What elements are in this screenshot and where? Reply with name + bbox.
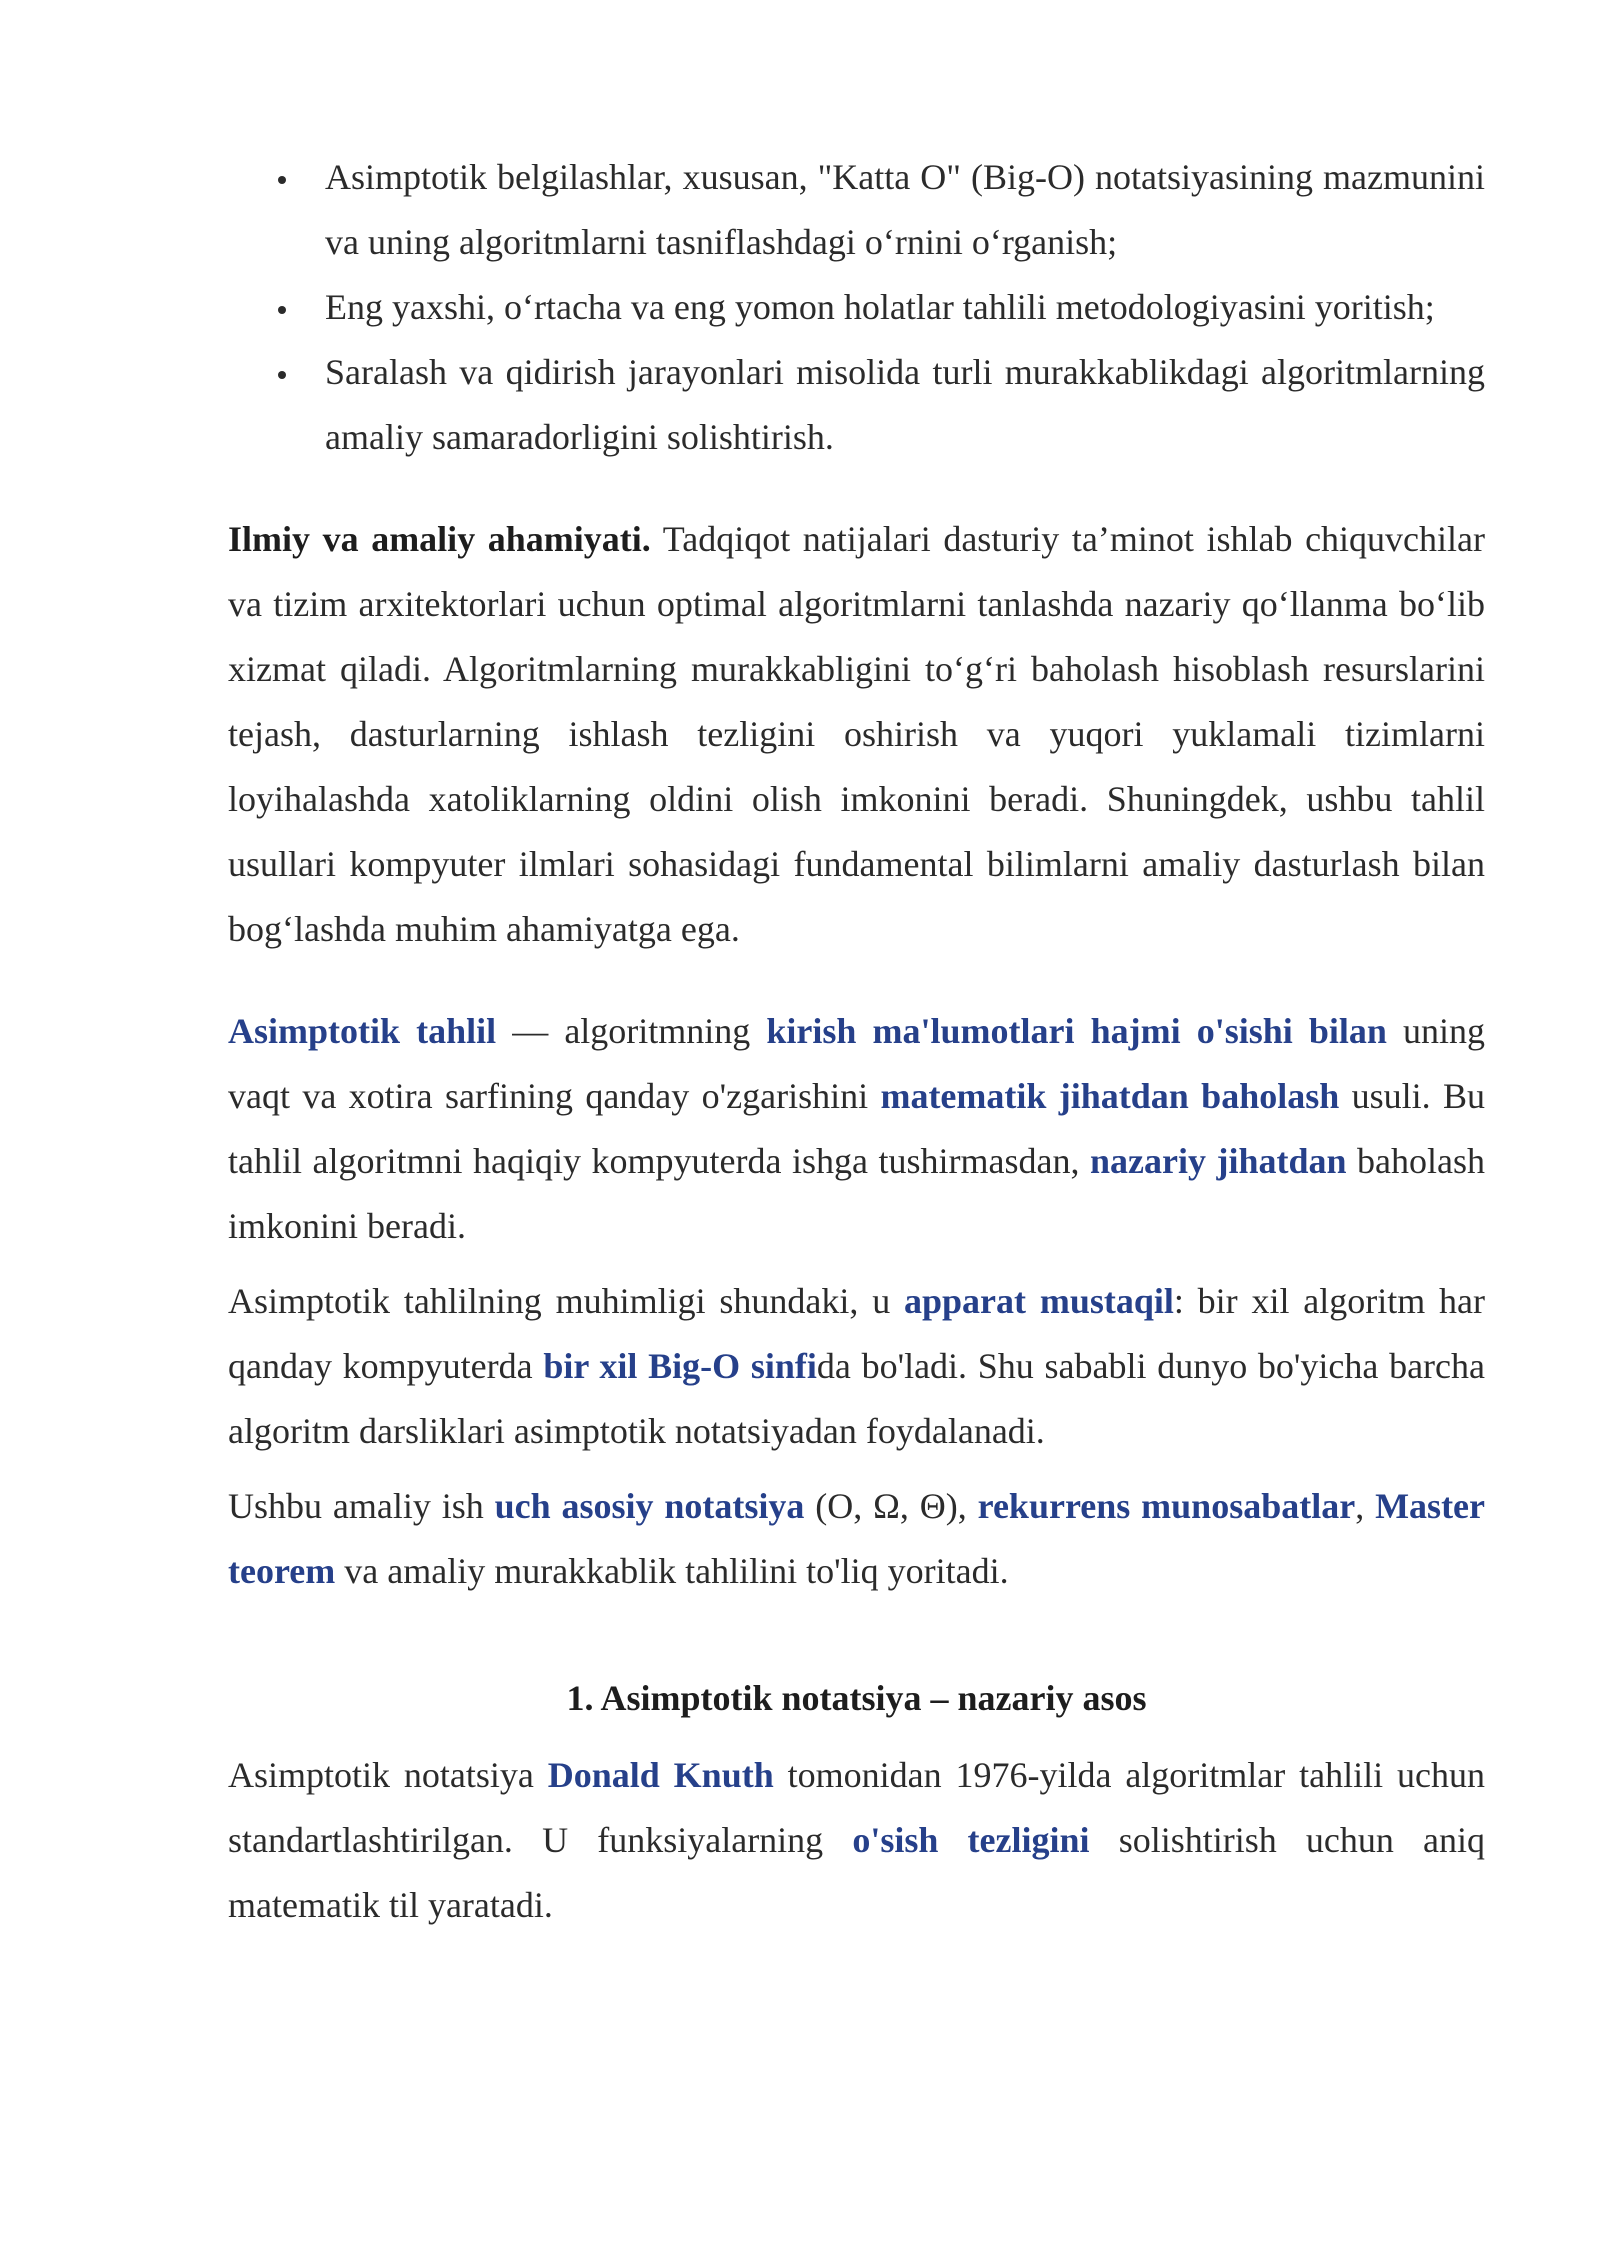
paragraph-text: da bo'ladi. Shu sababli dunyo bo'yicha barcha algoritm darsliklari asimptotik notatsiyadan foydalanadi.	[228, 1346, 1486, 1451]
list-item	[228, 145, 1485, 275]
term-highlight: rekurrens munosabatlar	[977, 1486, 1356, 1526]
term-highlight: Donald Knuth	[547, 1755, 774, 1795]
term-highlight: nazariy jihatdan	[1089, 1141, 1347, 1181]
paragraph-text: ,	[1355, 1486, 1376, 1526]
term-highlight: apparat mustaqil	[904, 1281, 1174, 1321]
list-item	[228, 340, 1485, 470]
paragraph-text: va amaliy murakkablik tahlilini to'liq yoritadi.	[335, 1551, 1009, 1591]
paragraph-text: solishtirish uchun aniq matematik til yaratadi.	[228, 1820, 1485, 1925]
importance-paragraph	[228, 1269, 1485, 1464]
paragraph-text: Ushbu amaliy ish	[228, 1486, 495, 1526]
list-item	[228, 275, 1485, 340]
term-highlight: o'sish tezligini	[852, 1820, 1090, 1860]
asymptotic-analysis-definition	[228, 999, 1485, 1259]
bullet-icon	[278, 306, 286, 314]
term-highlight: bir xil Big-O sinfi	[543, 1346, 817, 1386]
term-highlight: matematik jihatdan baholash	[880, 1076, 1340, 1116]
paragraph-text: : bir xil algoritm har qanday kompyuterda	[228, 1281, 1485, 1386]
term-highlight: Asimptotik tahlil	[228, 1011, 497, 1051]
section-heading: 1. Asimptotik notatsiya – nazariy asos	[566, 1678, 1147, 1718]
objectives-list	[228, 145, 1485, 470]
significance-paragraph	[228, 507, 1485, 962]
term-highlight: kirish ma'lumotlari hajmi o'sishi bilan	[766, 1011, 1387, 1051]
paragraph-text: Asimptotik notatsiya	[228, 1755, 548, 1795]
paragraph-text: (O, Ω, Θ),	[804, 1486, 978, 1526]
term-highlight: Master teorem	[228, 1486, 1486, 1591]
paragraph-text: baholash imkonini beradi.	[228, 1141, 1486, 1246]
significance-heading: Ilmiy va amaliy ahamiyati.	[228, 519, 651, 559]
bullet-icon	[278, 371, 286, 379]
scope-paragraph	[228, 1474, 1485, 1604]
list-item-text: Asimptotik belgilashlar, xususan, "Katta O" (Big-O) notatsiyasining mazmunini va uning algoritmlarni tasniflashdagi o‘rnini o‘rganish;	[325, 157, 1485, 262]
paragraph-text: tomonidan 1976-yilda algoritmlar tahlili uchun standartlashtirilgan. U funksiyalarning	[228, 1755, 1485, 1860]
list-item-text: Saralash va qidirish jarayonlari misolida turli murakkablikdagi algoritmlarning amaliy samaradorligini solishtirish.	[325, 352, 1485, 457]
paragraph-text: — algoritmning	[496, 1011, 767, 1051]
bullet-icon	[278, 176, 286, 184]
significance-text: Tadqiqot natijalari dasturiy ta’minot ishlab chiquvchilar va tizim arxitektorlari uchun optimal algoritmlarni tanlashda nazariy qo‘llanma bo‘lib xizmat qiladi. Algoritmlarning murakkabligini to‘g‘ri baholash hisoblash resurslarini tejash, dasturlarning ishlash tezligini oshirish va yuqori yuklamali tizimlarni loyihalashda xatoliklarning oldini olish imkonini beradi. Shuningdek, ushbu tahlil usullari kompyuter ilmlari sohasidagi fundamental bilimlarni amaliy dasturlash bilan bog‘lashda muhim ahamiyatga ega.	[228, 519, 1485, 949]
paragraph-text: uning vaqt va xotira sarfining qanday o'zgarishini	[228, 1011, 1485, 1116]
list-item-text: Eng yaxshi, o‘rtacha va eng yomon holatlar tahlili metodologiyasini yoritish;	[325, 287, 1435, 327]
term-highlight: uch asosiy notatsiya	[494, 1486, 805, 1526]
notation-paragraph	[228, 1743, 1485, 1938]
paragraph-text: usuli. Bu tahlil algoritmni haqiqiy kompyuterda ishga tushirmasdan,	[228, 1076, 1485, 1181]
paragraph-text: Asimptotik tahlilning muhimligi shundaki, u	[228, 1281, 905, 1321]
